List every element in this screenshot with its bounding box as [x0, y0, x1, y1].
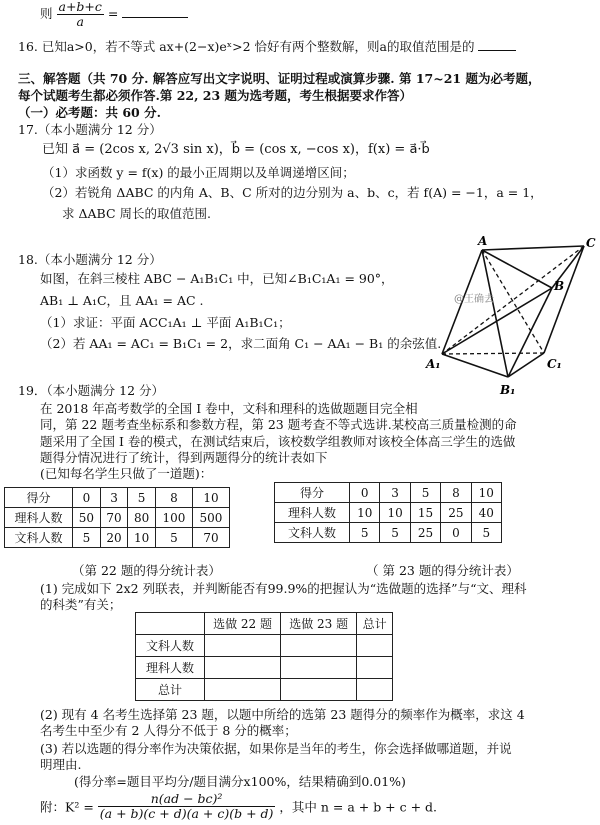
table-cell: 25: [441, 503, 471, 523]
table-cell: 100: [155, 508, 192, 528]
table-cell: 3: [100, 488, 128, 508]
table-cell: [281, 657, 357, 679]
table-q23-caption: （ 第 23 题的得分统计表）: [366, 563, 519, 578]
k2-formula: [40, 792, 437, 821]
table-cell: 10: [128, 528, 156, 548]
label-B: B: [554, 279, 565, 293]
table-row: [136, 679, 393, 701]
label-C1: C₁: [547, 357, 562, 371]
table-cell: 10: [380, 503, 410, 523]
q18-line2: AB₁ ⊥ A₁C，且 AA₁ = AC .: [40, 293, 204, 308]
q19-line1: 在 2018 年高考数学的全国 I 卷中，文科和理科的选做题题目完全相: [40, 401, 418, 416]
table-cell: 40: [471, 503, 501, 523]
table-cell: 0: [73, 488, 101, 508]
table-cell: 10: [192, 488, 229, 508]
table-cell: 文科人数: [136, 635, 205, 657]
table-cell: 70: [192, 528, 229, 548]
table-cell: 10: [471, 483, 501, 503]
q19-part1-a: (1) 完成如下 2x2 列联表，并判断能否有99.9%的把握认为“选做题的选择”与“文、理科: [40, 581, 527, 596]
table-cell: 0: [441, 523, 471, 543]
q17-part1: （1）求函数 y = f(x) 的最小正周期以及单调递增区间；: [42, 165, 355, 180]
section-heading-2: 每个试题考生都必须作答.第 22, 23 题为选考题，考生根据要求作答）: [18, 88, 413, 103]
table-row: [136, 635, 393, 657]
table-cell: 理科人数: [5, 508, 73, 528]
table-q22-scores: [4, 487, 230, 548]
table-cell: 0: [350, 483, 380, 503]
table-cell: 5: [410, 483, 440, 503]
label-B1: B₁: [500, 383, 516, 397]
table-row: [275, 483, 502, 503]
section-sub: （一）必考题：共 60 分.: [18, 105, 161, 120]
table-cell: 20: [100, 528, 128, 548]
table-cell: [205, 635, 281, 657]
label-A: A: [478, 234, 488, 248]
table-cell: 15: [410, 503, 440, 523]
table-cell: 500: [192, 508, 229, 528]
table-cell: [205, 679, 281, 701]
table-cell: 选做 23 题: [281, 613, 357, 635]
contingency-table: [135, 612, 393, 701]
table-cell: 文科人数: [275, 523, 350, 543]
table-cell: 5: [350, 523, 380, 543]
q19-note: (得分率=题目平均分/题目满分x100%，结果精确到0.01%): [74, 774, 406, 789]
table-cell: 5: [155, 528, 192, 548]
table-cell: [205, 657, 281, 679]
q18-line1: 如图，在斜三棱柱 ABC − A₁B₁C₁ 中，已知∠B₁C₁A₁ = 90°，: [40, 271, 394, 286]
table-cell: 25: [410, 523, 440, 543]
table-cell: 得分: [5, 488, 73, 508]
table-cell: 5: [380, 523, 410, 543]
q19-part1-b: 的科类”有关；: [40, 597, 122, 612]
q19-line5: (已知每名学生只做了一道题)：: [40, 466, 213, 481]
table-row: [275, 523, 502, 543]
q19-part2-a: (2) 现有 4 名考生选择第 23 题，以题中所给的选第 23 题得分的频率作为概率，求这 4: [40, 707, 525, 722]
formula-prefix: 附：K² =: [40, 799, 94, 815]
q17-part2: （2）若锐角 ΔABC 的内角 A、B、C 所对的边分别为 a、b、c，若 f(A) = −1，a = 1，: [42, 185, 543, 200]
top-eq: =: [107, 6, 119, 21]
q18-part2: （2）若 AA₁ = AC₁ = B₁C₁ = 2，求二面角 C₁ − AA₁ − B₁ 的余弦值.: [40, 336, 442, 351]
answer-blank: [122, 5, 188, 18]
table-cell: 8: [441, 483, 471, 503]
q16-text: 16. 已知a>0，若不等式 ax+(2−x)eˣ>2 恰好有两个整数解，则a的取值范围是的: [18, 39, 475, 54]
table-cell: [281, 635, 357, 657]
table-cell: 80: [128, 508, 156, 528]
table-cell: 理科人数: [275, 503, 350, 523]
label-C: C: [586, 236, 596, 250]
formula-numerator: n(ad − bc)²: [98, 792, 276, 807]
table-q23-scores: [274, 482, 502, 543]
table-row: [5, 528, 230, 548]
q18-title: 18.（本小题满分 12 分）: [18, 252, 162, 267]
table-cell: 理科人数: [136, 657, 205, 679]
table-cell: 5: [471, 523, 501, 543]
q17-given: 已知 a⃗ = (2cos x, 2√3 sin x)，b⃗ = (cos x, −cos x)，f(x) = a⃗·b⃗: [42, 142, 430, 157]
q19-title: 19．（本小题满分 12 分）: [18, 383, 165, 398]
q19-part2-b: 名考生中至少有 2 人得分不低于 8 分的概率；: [40, 723, 297, 738]
table-cell: 选做 22 题: [205, 613, 281, 635]
table-cell: 5: [73, 528, 101, 548]
q17-title: 17.（本小题满分 12 分）: [18, 122, 162, 137]
table-cell: 得分: [275, 483, 350, 503]
table-cell: [357, 635, 393, 657]
table-row: [5, 508, 230, 528]
table-cell: [136, 613, 205, 635]
q19-part3-b: 明理由.: [40, 757, 82, 772]
table-cell: 文科人数: [5, 528, 73, 548]
q17-part3: 求 ΔABC 周长的取值范围.: [62, 206, 211, 221]
section-heading-1: 三、解答题（共 70 分. 解答应写出文字说明、证明过程或演算步骤. 第 17~21 题为必考题，: [18, 71, 541, 86]
q19-line4: 题得分情况进行了统计，得到两题得分的统计表如下: [40, 450, 328, 465]
table-cell: 50: [73, 508, 101, 528]
top-prefix: 则: [40, 6, 53, 21]
formula-fraction: [98, 792, 276, 821]
table-row: [136, 613, 393, 635]
table-cell: 总计: [136, 679, 205, 701]
table-row: [275, 503, 502, 523]
table-cell: 5: [128, 488, 156, 508]
top-fraction: [57, 0, 104, 29]
table-cell: [357, 679, 393, 701]
table-cell: [357, 657, 393, 679]
table-cell: 10: [350, 503, 380, 523]
top-denominator: a: [76, 14, 84, 29]
table-cell: 总计: [357, 613, 393, 635]
table-cell: [281, 679, 357, 701]
table-cell: 70: [100, 508, 128, 528]
prism-figure: [420, 232, 600, 398]
table-row: [136, 657, 393, 679]
table-q22-caption: （第 22 题的得分统计表）: [72, 563, 221, 578]
formula-denominator: (a + b)(c + d)(a + c)(b + d): [99, 806, 274, 821]
table-cell: 8: [155, 488, 192, 508]
q18-part1: （1）求证：平面 ACC₁A₁ ⊥ 平面 A₁B₁C₁；: [40, 315, 291, 330]
formula-suffix: ，其中 n = a + b + c + d.: [279, 799, 438, 815]
top-numerator: a+b+c: [58, 0, 102, 14]
label-A1: A₁: [426, 357, 441, 371]
table-row: [5, 488, 230, 508]
q16-blank: [478, 38, 516, 51]
q19-line3: 题采用了全国 I 卷的模式，在测试结束后，该校数学组教师对该校全体高三学生的选做: [40, 434, 516, 449]
q19-line2: 同，第 22 题考查坐标系和参数方程，第 23 题考查不等式选讲.某校高三质量检测的命: [40, 417, 517, 432]
table-cell: 3: [380, 483, 410, 503]
top-expression: [40, 0, 188, 29]
question-16: [18, 38, 516, 56]
watermark: @王确去: [454, 294, 494, 305]
q19-part3-a: (3) 若以选题的得分率作为决策依据，如果你是当年的考生，你会选择做哪道题，并说: [40, 741, 512, 756]
